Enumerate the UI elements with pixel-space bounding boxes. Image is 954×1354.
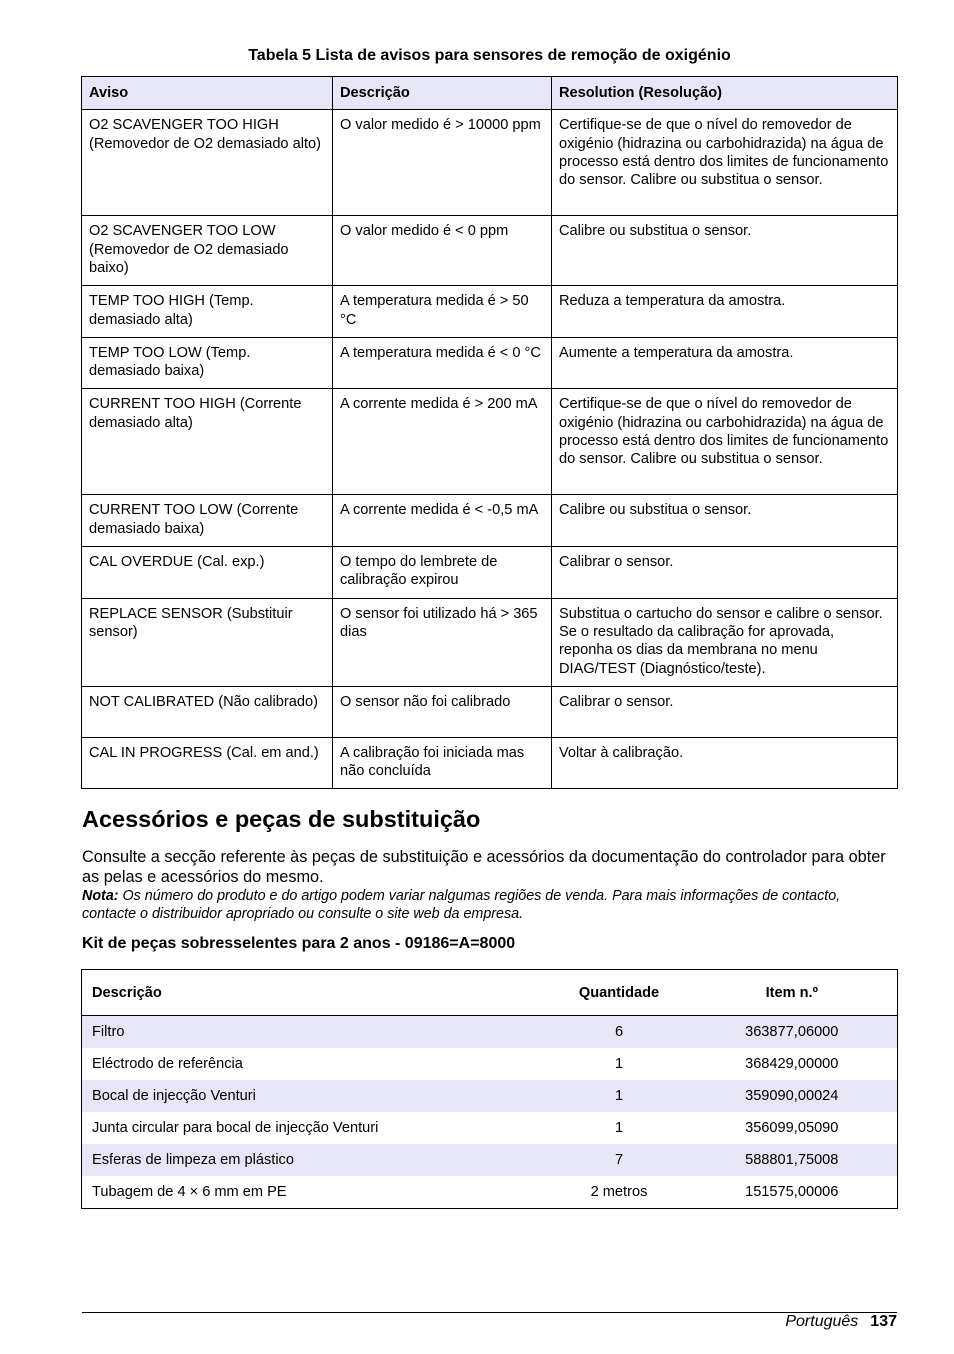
part-quantity: 2 metros bbox=[590, 1184, 648, 1200]
resolution-cell: Certifique-se de que o nível do removedor de oxigénio (hidrazina ou carbohidrazida) na água de processo está dentro dos limites de funcionamento do sensor. Calibre ou substitua o sensor. bbox=[552, 389, 898, 495]
table-caption: Tabela 5 Lista de avisos para sensores de remoção de oxigénio bbox=[248, 47, 731, 64]
description-cell: A calibração foi iniciada mas não concluída bbox=[333, 737, 552, 789]
warning-cell: CURRENT TOO LOW (Corrente demasiado baixa) bbox=[82, 495, 333, 547]
part-quantity: 1 bbox=[614, 1120, 624, 1136]
description-cell: O sensor foi utilizado há > 365 dias bbox=[333, 598, 552, 686]
part-description: Tubagem de 4 × 6 mm em PE bbox=[92, 1184, 287, 1200]
page-number: 137 bbox=[870, 1313, 897, 1330]
warning-cell: CAL OVERDUE (Cal. exp.) bbox=[82, 547, 333, 599]
resolution-cell: Reduza a temperatura da amostra. bbox=[552, 286, 898, 338]
table-row bbox=[82, 1048, 898, 1080]
footer-divider bbox=[82, 1312, 897, 1313]
header-item-number: Item n.º bbox=[687, 970, 898, 1016]
warnings-header-row bbox=[82, 77, 898, 110]
description-cell: A temperatura medida é > 50 °C bbox=[333, 286, 552, 338]
warning-cell: TEMP TOO LOW (Temp. demasiado baixa) bbox=[82, 337, 333, 389]
header-quantidade: Quantidade bbox=[552, 970, 687, 1016]
kit-title: Kit de peças sobresselentes para 2 anos - 09186=A=8000 bbox=[82, 935, 516, 952]
warning-cell: REPLACE SENSOR (Substituir sensor) bbox=[82, 598, 333, 686]
table-row bbox=[82, 389, 898, 495]
table-row bbox=[82, 737, 898, 789]
warning-cell: TEMP TOO HIGH (Temp. demasiado alta) bbox=[82, 286, 333, 338]
table-row bbox=[82, 1112, 898, 1144]
table-row bbox=[82, 598, 898, 686]
table-row bbox=[82, 1144, 898, 1176]
part-item-number: 359090,00024 bbox=[687, 1080, 898, 1112]
description-cell: O valor medido é < 0 ppm bbox=[333, 216, 552, 286]
intro-paragraph: Consulte a secção referente às peças de substituição e acessórios da documentação do controlador para obter as pelas e acessórios do mesmo. bbox=[82, 848, 886, 886]
part-description: Esferas de limpeza em plástico bbox=[82, 1144, 552, 1176]
part-quantity: 6 bbox=[552, 1016, 687, 1049]
part-item-number: 356099,05090 bbox=[745, 1120, 839, 1136]
kit-parts-table bbox=[81, 969, 898, 1209]
part-quantity: 1 bbox=[552, 1080, 687, 1112]
resolution-cell: Calibre ou substitua o sensor. bbox=[552, 216, 898, 286]
table-row bbox=[82, 216, 898, 286]
warning-cell: CAL IN PROGRESS (Cal. em and.) bbox=[82, 737, 333, 789]
header-descricao: Descrição bbox=[82, 970, 552, 1016]
warnings-table bbox=[81, 76, 898, 789]
part-item-number: 151575,00006 bbox=[745, 1184, 839, 1200]
description-cell: O valor medido é > 10000 ppm bbox=[333, 110, 552, 216]
table-row bbox=[82, 286, 898, 338]
warning-cell: O2 SCAVENGER TOO LOW (Removedor de O2 demasiado baixo) bbox=[82, 216, 333, 286]
warning-cell: CURRENT TOO HIGH (Corrente demasiado alta) bbox=[82, 389, 333, 495]
resolution-cell: Calibre ou substitua o sensor. bbox=[552, 495, 898, 547]
header-resolution: Resolution (Resolução) bbox=[552, 77, 898, 110]
resolution-cell: Certifique-se de que o nível do removedor de oxigénio (hidrazina ou carbohidrazida) na água de processo está dentro dos limites de funcionamento do sensor. Calibre ou substitua o sensor. bbox=[552, 110, 898, 216]
page-footer bbox=[785, 1312, 897, 1332]
part-quantity: 1 bbox=[614, 1056, 624, 1072]
description-cell: A temperatura medida é < 0 °C bbox=[333, 337, 552, 389]
part-quantity: 7 bbox=[552, 1144, 687, 1176]
resolution-cell: Voltar à calibração. bbox=[552, 737, 898, 789]
warning-cell: NOT CALIBRATED (Não calibrado) bbox=[82, 686, 333, 737]
description-cell: O sensor não foi calibrado bbox=[333, 686, 552, 737]
part-description: Eléctrodo de referência bbox=[92, 1056, 243, 1072]
table-row bbox=[82, 1016, 898, 1049]
table-row bbox=[82, 1080, 898, 1112]
warning-cell: O2 SCAVENGER TOO HIGH (Removedor de O2 demasiado alto) bbox=[82, 110, 333, 216]
description-cell: A corrente medida é > 200 mA bbox=[333, 389, 552, 495]
table-row bbox=[82, 110, 898, 216]
table-row bbox=[82, 547, 898, 599]
part-description: Junta circular para bocal de injecção Venturi bbox=[92, 1120, 379, 1136]
part-item-number: 588801,75008 bbox=[687, 1144, 898, 1176]
part-description: Filtro bbox=[82, 1016, 552, 1049]
resolution-cell: Aumente a temperatura da amostra. bbox=[552, 337, 898, 389]
section-title: Acessórios e peças de substituição bbox=[82, 806, 481, 832]
part-item-number: 368429,00000 bbox=[745, 1056, 839, 1072]
resolution-cell: Substitua o cartucho do sensor e calibre o sensor. Se o resultado da calibração for aprovada, reponha os dias da membrana no menu DIAG/TEST (Diagnóstico/teste). bbox=[552, 598, 898, 686]
table-row bbox=[82, 686, 898, 737]
description-cell: O tempo do lembrete de calibração expirou bbox=[333, 547, 552, 599]
footer-language: Português bbox=[785, 1313, 859, 1330]
resolution-cell: Calibrar o sensor. bbox=[552, 686, 898, 737]
kit-header-row bbox=[82, 970, 898, 1016]
note-text: Os número do produto e do artigo podem variar nalgumas regiões de venda. Para mais informações de contacto, contacte o distribuidor apropriado ou consulte o site web da empresa. bbox=[82, 888, 841, 922]
table-row bbox=[82, 1176, 898, 1209]
part-description: Bocal de injecção Venturi bbox=[82, 1080, 552, 1112]
resolution-cell: Calibrar o sensor. bbox=[552, 547, 898, 599]
table-row bbox=[82, 337, 898, 389]
header-aviso: Aviso bbox=[82, 77, 333, 110]
table-row bbox=[82, 495, 898, 547]
note-paragraph bbox=[82, 887, 898, 923]
header-descricao: Descrição bbox=[333, 77, 552, 110]
description-cell: A corrente medida é < -0,5 mA bbox=[333, 495, 552, 547]
note-label: Nota: bbox=[82, 888, 119, 904]
part-item-number: 363877,06000 bbox=[687, 1016, 898, 1049]
